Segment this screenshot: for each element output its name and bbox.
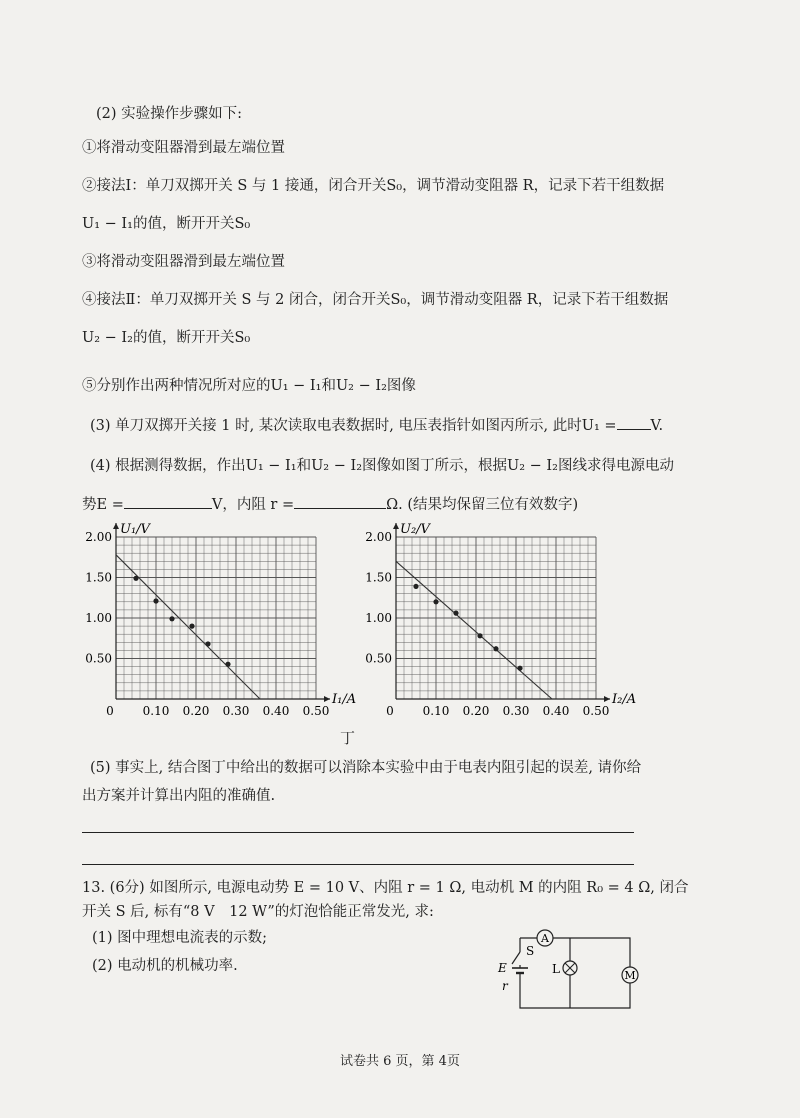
- y-tick-label: 2.00: [365, 530, 392, 544]
- x-axis-arrow: [604, 696, 610, 702]
- motor-label: M: [624, 969, 636, 982]
- emf-answer-blank[interactable]: [124, 494, 212, 509]
- question-3: [90, 415, 663, 436]
- step-1: ①将滑动变阻器滑到最左端位置: [82, 140, 285, 156]
- data-point: [205, 641, 210, 646]
- data-point: [477, 633, 482, 638]
- switch-blade: [512, 952, 520, 964]
- question-5-line1: (5) 事实上, 结合图丁中给出的数据可以消除本实验中由于电表内阻引起的误差, 请你给: [90, 760, 642, 776]
- graph-caption: 丁: [340, 729, 356, 747]
- y-tick-label: 1.00: [85, 611, 112, 625]
- y-tick-label: 1.50: [365, 570, 392, 585]
- lamp: [563, 961, 577, 975]
- data-point: [169, 616, 174, 621]
- step-2-line1: ②接法Ⅰ：单刀双掷开关 S 与 1 接通，闭合开关S₀，调节滑动变阻器 R，记录下若干组数据: [82, 178, 665, 194]
- x-tick-label: 0.40: [262, 704, 290, 718]
- step-5: ⑤分别作出两种情况所对应的U₁ − I₁和U₂ − I₂图像: [82, 378, 416, 394]
- page-footer: 试卷共 6 页，第 4页: [340, 1054, 460, 1069]
- question-13-line2: 开关 S 后, 标有“8 V 12 W”的灯泡恰能正常发光, 求:: [82, 904, 434, 920]
- data-point: [413, 584, 418, 589]
- q3-answer-blank[interactable]: [617, 415, 651, 430]
- x-tick-label: 0.40: [542, 704, 570, 718]
- x-axis-arrow: [324, 696, 330, 702]
- circuit-diagram: [490, 918, 640, 1023]
- step-4-line1: ④接法Ⅱ：单刀双掷开关 S 与 2 闭合，闭合开关S₀，调节滑动变阻器 R，记录下若干组数据: [82, 292, 669, 308]
- grid: [116, 537, 316, 699]
- question-5-line2: 出方案并计算出内阻的准确值.: [82, 788, 276, 804]
- x-tick-label: 0.20: [462, 704, 490, 718]
- x-tick-label: 0: [106, 704, 114, 718]
- y-tick-label: 1.00: [365, 611, 392, 625]
- x-axis-label: I₁/A: [332, 692, 357, 707]
- steps-heading: (2) 实验操作步骤如下:: [96, 106, 243, 122]
- q3-text: (3) 单刀双掷开关接 1 时, 某次读取电表数据时, 电压表指针如图丙所示, 此时U₁ =: [90, 418, 617, 434]
- y-tick-label: 0.50: [365, 651, 392, 666]
- x-tick-label: 0.50: [302, 704, 330, 718]
- emf-label: E: [498, 961, 507, 975]
- data-point: [433, 599, 438, 604]
- question-13-sub2: (2) 电动机的机械功率.: [92, 958, 238, 974]
- lamp-label: L: [552, 962, 560, 976]
- fit-line: [396, 561, 552, 699]
- question-13-sub1: (1) 图中理想电流表的示数;: [92, 930, 268, 946]
- q4-prefix: 势E =: [82, 497, 124, 513]
- y-axis-arrow: [393, 523, 399, 529]
- internal-resistance-answer-blank[interactable]: [294, 494, 386, 509]
- ammeter: [537, 930, 553, 946]
- answer-line-1[interactable]: [82, 832, 634, 833]
- motor: [622, 967, 638, 983]
- y-axis-label: U₂/V: [400, 522, 430, 537]
- question-13-line1: 13. (6分) 如图所示, 电源电动势 E = 10 V、内阻 r = 1 Ω, 电动机 M 的内阻 R₀ = 4 Ω, 闭合: [82, 880, 689, 896]
- x-tick-label: 0.30: [222, 704, 250, 718]
- ammeter-label: A: [541, 932, 549, 945]
- x-tick-label: 0.50: [582, 704, 610, 718]
- x-tick-label: 0.10: [142, 704, 170, 718]
- data-point: [153, 598, 158, 603]
- switch-label: S: [526, 944, 535, 958]
- y-axis-arrow: [113, 523, 119, 529]
- step-4-line2: U₂ − I₂的值，断开开关S₀: [82, 330, 251, 346]
- step-3: ③将滑动变阻器滑到最左端位置: [82, 254, 285, 270]
- data-point: [133, 576, 138, 581]
- data-point: [493, 646, 498, 651]
- q4-suffix: Ω. (结果均保留三位有效数字): [386, 497, 579, 513]
- data-point: [517, 666, 522, 671]
- q4-mid: V，内阻 r =: [211, 497, 295, 513]
- step-2-line2: U₁ − I₁的值，断开开关S₀: [82, 216, 251, 232]
- q3-unit: V.: [650, 418, 664, 434]
- grid: [396, 537, 596, 699]
- question-4-line2: [82, 494, 578, 515]
- x-tick-label: 0.20: [182, 704, 210, 718]
- data-point: [225, 662, 230, 667]
- data-point: [453, 611, 458, 616]
- y-tick-label: 0.50: [85, 651, 112, 666]
- y-axis-label: U₁/V: [120, 522, 150, 537]
- y-tick-label: 1.50: [85, 570, 112, 585]
- x-tick-label: 0.30: [502, 704, 530, 718]
- u2-i2-graph: [354, 518, 654, 723]
- x-tick-label: 0.10: [422, 704, 450, 718]
- resistance-label: r: [502, 979, 508, 993]
- x-axis-label: I₂/A: [612, 692, 637, 707]
- y-tick-label: 2.00: [85, 530, 112, 544]
- answer-line-2[interactable]: [82, 864, 634, 865]
- question-4-line1: (4) 根据测得数据，作出U₁ − I₁和U₂ − I₂图像如图丁所示，根据U₂ − I₂图线求得电源电动: [90, 458, 674, 474]
- u1-i1-graph: [74, 518, 364, 723]
- x-tick-label: 0: [386, 704, 394, 718]
- data-point: [189, 624, 194, 629]
